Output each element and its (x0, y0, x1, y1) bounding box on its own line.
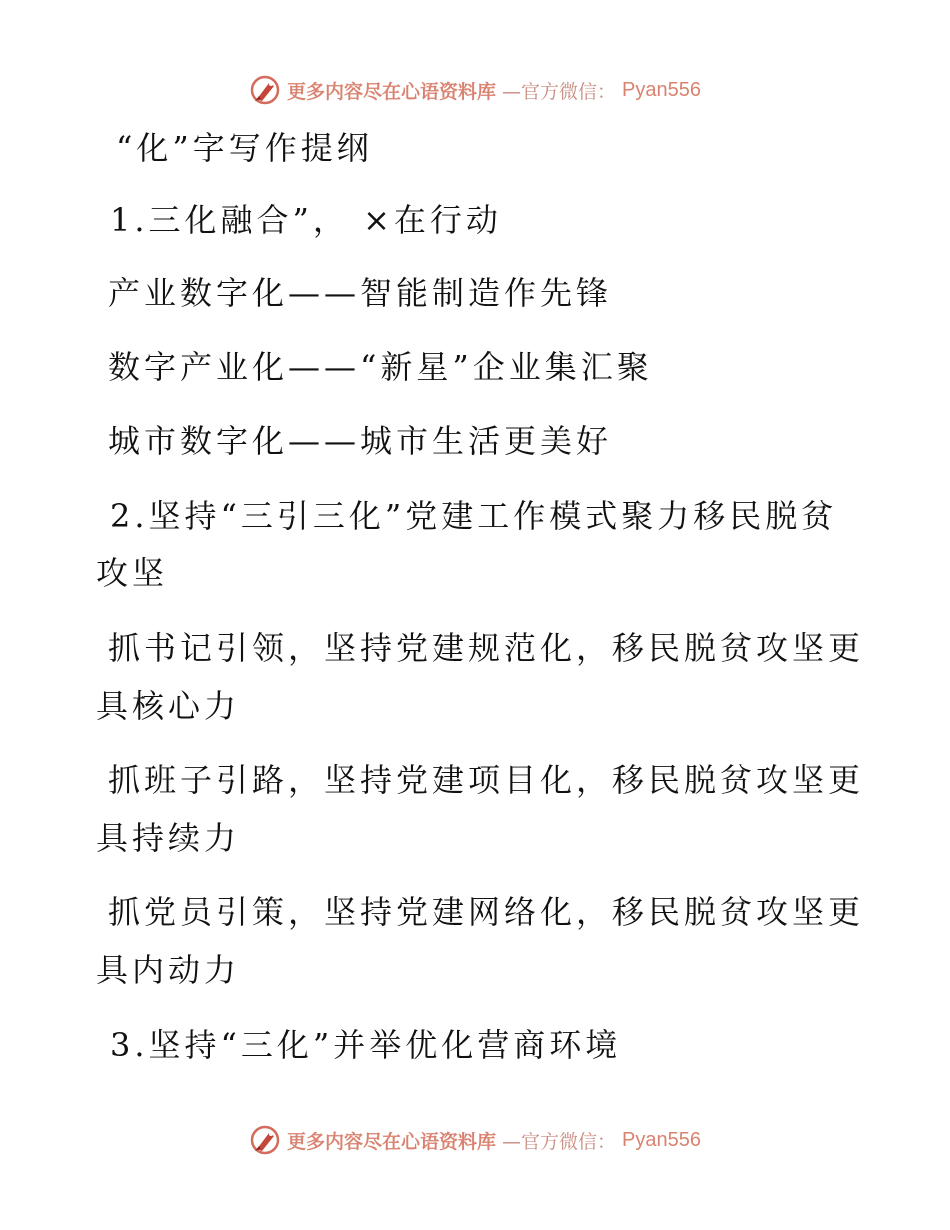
watermark-separator: —官方微信： (502, 80, 617, 103)
item-line: 抓班子引路，坚持党建项目化，移民脱贫攻坚更 (108, 761, 865, 799)
header-watermark (0, 70, 950, 110)
watermark-text: 更多内容尽在心语资料库 (287, 1130, 497, 1153)
document-title: “化”字写作提纲 (116, 129, 373, 167)
item-line-continued: 具核心力 (96, 687, 241, 725)
watermark-wechat-id: Pyan556 (622, 1128, 701, 1151)
item-line-continued: 具内动力 (96, 951, 241, 989)
watermark-group (249, 1124, 701, 1156)
watermark-separator: —官方微信： (502, 1130, 617, 1153)
watermark-wechat-id: Pyan556 (622, 78, 701, 101)
section-heading-2-continued: 攻坚 (96, 554, 169, 592)
item-line: 产业数字化——智能制造作先锋 (108, 274, 613, 312)
item-line-continued: 具持续力 (96, 819, 241, 857)
section-heading-1: 1.三化融合”， ×在行动 (110, 201, 502, 239)
item-line: 数字产业化——“新星”企业集汇聚 (108, 348, 653, 386)
item-line: 抓书记引领，坚持党建规范化，移民脱贫攻坚更 (108, 629, 865, 667)
pen-nib-circle-icon (249, 1124, 281, 1156)
pen-nib-circle-icon (249, 74, 281, 106)
item-line: 抓党员引策，坚持党建网络化，移民脱贫攻坚更 (108, 893, 865, 931)
item-line: 城市数字化——城市生活更美好 (108, 422, 613, 460)
watermark-group (249, 74, 701, 106)
section-heading-2: 2.坚持“三引三化”党建工作模式聚力移民脱贫 (110, 497, 838, 535)
section-heading-3: 3.坚持“三化”并举优化营商环境 (110, 1026, 622, 1064)
watermark-text: 更多内容尽在心语资料库 (287, 80, 497, 103)
footer-watermark (0, 1120, 950, 1160)
